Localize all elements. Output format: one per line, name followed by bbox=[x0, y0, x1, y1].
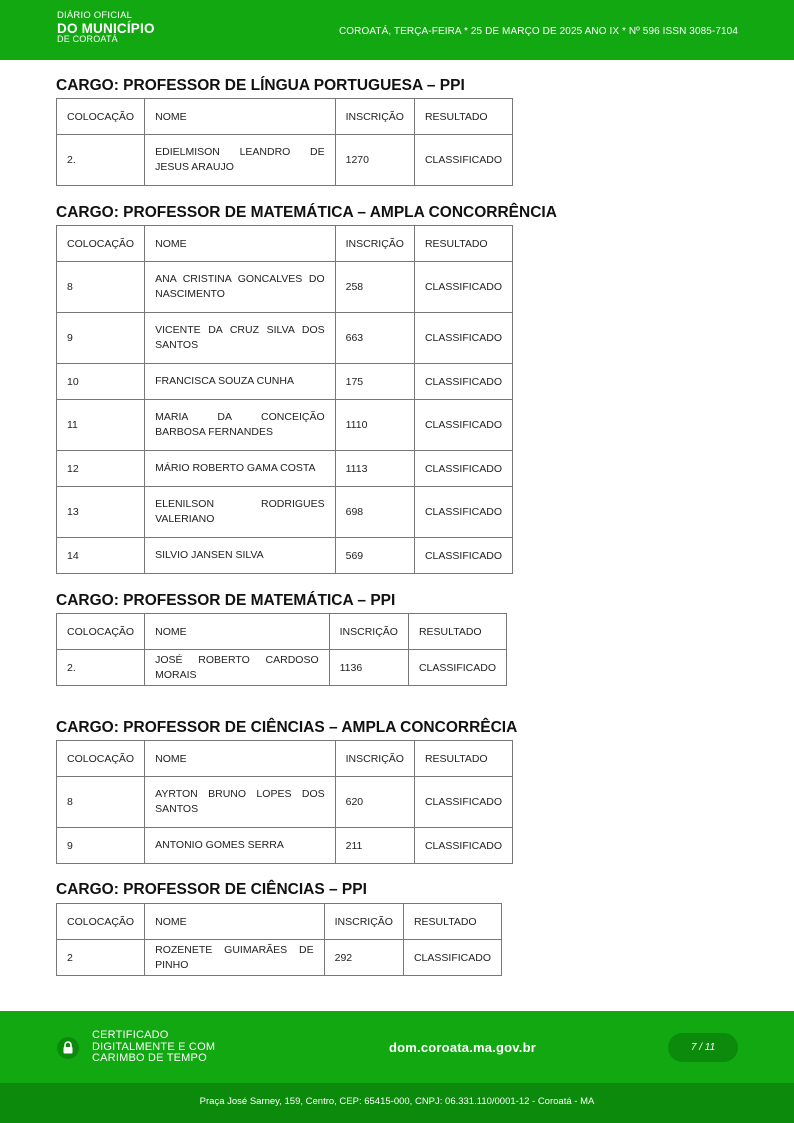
table-row bbox=[57, 777, 513, 828]
cell-resultado: CLASSIFICADO bbox=[414, 487, 512, 538]
cell-colocacao: 8 bbox=[57, 777, 145, 828]
cell-colocacao: 8 bbox=[57, 262, 145, 313]
logo-line-3: DE COROATÁ bbox=[57, 34, 118, 44]
results-table bbox=[56, 740, 513, 864]
column-header: COLOCAÇÃO bbox=[57, 614, 145, 650]
column-header: NOME bbox=[145, 99, 336, 135]
table-row bbox=[57, 451, 513, 487]
cell-inscricao: 1136 bbox=[329, 650, 408, 686]
cell-colocacao: 9 bbox=[57, 313, 145, 364]
page-footer bbox=[0, 1011, 794, 1123]
cell-nome: FRANCISCA SOUZA CUNHA bbox=[145, 364, 336, 400]
cell-nome: JOSÉ ROBERTO CARDOSO MORAIS bbox=[145, 650, 330, 686]
cell-nome: ROZENETE GUIMARÃES DE PINHO bbox=[145, 940, 325, 976]
column-header: RESULTADO bbox=[414, 226, 512, 262]
table-header-row bbox=[57, 741, 513, 777]
cell-resultado: CLASSIFICADO bbox=[414, 364, 512, 400]
cell-inscricao: 258 bbox=[335, 262, 414, 313]
cell-inscricao: 175 bbox=[335, 364, 414, 400]
cell-colocacao: 12 bbox=[57, 451, 145, 487]
column-header: INSCRIÇÃO bbox=[335, 741, 414, 777]
cell-inscricao: 211 bbox=[335, 828, 414, 864]
cell-colocacao: 14 bbox=[57, 538, 145, 574]
table-row bbox=[57, 400, 513, 451]
column-header: INSCRIÇÃO bbox=[335, 99, 414, 135]
section-title: CARGO: PROFESSOR DE CIÊNCIAS – PPI bbox=[56, 881, 367, 898]
column-header: COLOCAÇÃO bbox=[57, 904, 145, 940]
cell-inscricao: 620 bbox=[335, 777, 414, 828]
column-header: INSCRIÇÃO bbox=[335, 226, 414, 262]
results-table bbox=[56, 613, 507, 686]
cell-inscricao: 698 bbox=[335, 487, 414, 538]
logo-line-2: DO MUNICÍPIO bbox=[57, 20, 155, 36]
logo bbox=[57, 11, 155, 44]
certification-note bbox=[92, 1030, 215, 1065]
cell-inscricao: 1270 bbox=[335, 135, 414, 186]
table-row bbox=[57, 364, 513, 400]
cell-nome: SILVIO JANSEN SILVA bbox=[145, 538, 336, 574]
cell-resultado: CLASSIFICADO bbox=[408, 650, 506, 686]
cell-colocacao: 2 bbox=[57, 940, 145, 976]
cell-colocacao: 9 bbox=[57, 828, 145, 864]
column-header: INSCRIÇÃO bbox=[324, 904, 403, 940]
table-row bbox=[57, 313, 513, 364]
footer-address-bar bbox=[0, 1083, 794, 1123]
cell-nome: MARIA DA CONCEIÇÃO BARBOSA FERNANDES bbox=[145, 400, 336, 451]
table-row bbox=[57, 940, 502, 976]
table-row bbox=[57, 135, 513, 186]
results-table bbox=[56, 903, 502, 976]
cell-resultado: CLASSIFICADO bbox=[414, 828, 512, 864]
cell-resultado: CLASSIFICADO bbox=[414, 262, 512, 313]
column-header: RESULTADO bbox=[403, 904, 501, 940]
column-header: NOME bbox=[145, 614, 330, 650]
cell-inscricao: 569 bbox=[335, 538, 414, 574]
address: Praça José Sarney, 159, Centro, CEP: 65415-000, CNPJ: 06.331.110/0001-12 - Coroatá - MA bbox=[199, 1096, 595, 1107]
cell-inscricao: 292 bbox=[324, 940, 403, 976]
section-title: CARGO: PROFESSOR DE CIÊNCIAS – AMPLA CONCORRÊCIA bbox=[56, 719, 518, 736]
cell-nome: AYRTON BRUNO LOPES DOS SANTOS bbox=[145, 777, 336, 828]
table-row bbox=[57, 487, 513, 538]
cell-nome: VICENTE DA CRUZ SILVA DOS SANTOS bbox=[145, 313, 336, 364]
results-table bbox=[56, 98, 513, 186]
table-header-row bbox=[57, 226, 513, 262]
column-header: NOME bbox=[145, 904, 325, 940]
cell-colocacao: 13 bbox=[57, 487, 145, 538]
table-row bbox=[57, 828, 513, 864]
table-header-row bbox=[57, 99, 513, 135]
cell-colocacao: 2. bbox=[57, 650, 145, 686]
results-table bbox=[56, 225, 513, 574]
cell-inscricao: 1110 bbox=[335, 400, 414, 451]
cell-nome: EDIELMISON LEANDRO DE JESUS ARAUJO bbox=[145, 135, 336, 186]
column-header: INSCRIÇÃO bbox=[329, 614, 408, 650]
table-header-row bbox=[57, 904, 502, 940]
table-header-row bbox=[57, 614, 507, 650]
column-header: NOME bbox=[145, 741, 336, 777]
cell-resultado: CLASSIFICADO bbox=[414, 135, 512, 186]
cell-resultado: CLASSIFICADO bbox=[403, 940, 501, 976]
lock-icon bbox=[57, 1037, 79, 1059]
cert-line: CERTIFICADO bbox=[92, 1029, 169, 1041]
table-row bbox=[57, 538, 513, 574]
table-row bbox=[57, 650, 507, 686]
cell-nome: MÁRIO ROBERTO GAMA COSTA bbox=[145, 451, 336, 487]
section-title: CARGO: PROFESSOR DE MATEMÁTICA – AMPLA CONCORRÊNCIA bbox=[56, 204, 557, 221]
column-header: RESULTADO bbox=[414, 741, 512, 777]
cell-nome: ELENILSON RODRIGUES VALERIANO bbox=[145, 487, 336, 538]
cell-colocacao: 10 bbox=[57, 364, 145, 400]
cell-inscricao: 1113 bbox=[335, 451, 414, 487]
cell-inscricao: 663 bbox=[335, 313, 414, 364]
cell-colocacao: 11 bbox=[57, 400, 145, 451]
logo-line-1: DIÁRIO OFICIAL bbox=[57, 10, 133, 21]
cert-line: DIGITALMENTE E COM bbox=[92, 1040, 216, 1053]
cell-resultado: CLASSIFICADO bbox=[414, 777, 512, 828]
cell-resultado: CLASSIFICADO bbox=[414, 313, 512, 364]
column-header: COLOCAÇÃO bbox=[57, 99, 145, 135]
section-title: CARGO: PROFESSOR DE MATEMÁTICA – PPI bbox=[56, 592, 396, 609]
cell-colocacao: 2. bbox=[57, 135, 145, 186]
cell-nome: ANTONIO GOMES SERRA bbox=[145, 828, 336, 864]
cell-resultado: CLASSIFICADO bbox=[414, 538, 512, 574]
table-row bbox=[57, 262, 513, 313]
cell-resultado: CLASSIFICADO bbox=[414, 451, 512, 487]
edition-info: COROATÁ, TERÇA-FEIRA * 25 DE MARÇO DE 2025 ANO IX * Nº 596 ISSN 3085-7104 bbox=[338, 26, 738, 37]
page-header bbox=[0, 0, 794, 60]
column-header: RESULTADO bbox=[408, 614, 506, 650]
cert-line: CARIMBO DE TEMPO bbox=[92, 1052, 207, 1064]
column-header: COLOCAÇÃO bbox=[57, 741, 145, 777]
column-header: RESULTADO bbox=[414, 99, 512, 135]
column-header: NOME bbox=[145, 226, 336, 262]
column-header: COLOCAÇÃO bbox=[57, 226, 145, 262]
section-title: CARGO: PROFESSOR DE LÍNGUA PORTUGUESA – PPI bbox=[56, 77, 465, 94]
cell-nome: ANA CRISTINA GONCALVES DO NASCIMENTO bbox=[145, 262, 336, 313]
site-link[interactable]: dom.coroata.ma.gov.br bbox=[389, 1040, 536, 1055]
page-number: 7 / 11 bbox=[668, 1033, 738, 1062]
cell-resultado: CLASSIFICADO bbox=[414, 400, 512, 451]
